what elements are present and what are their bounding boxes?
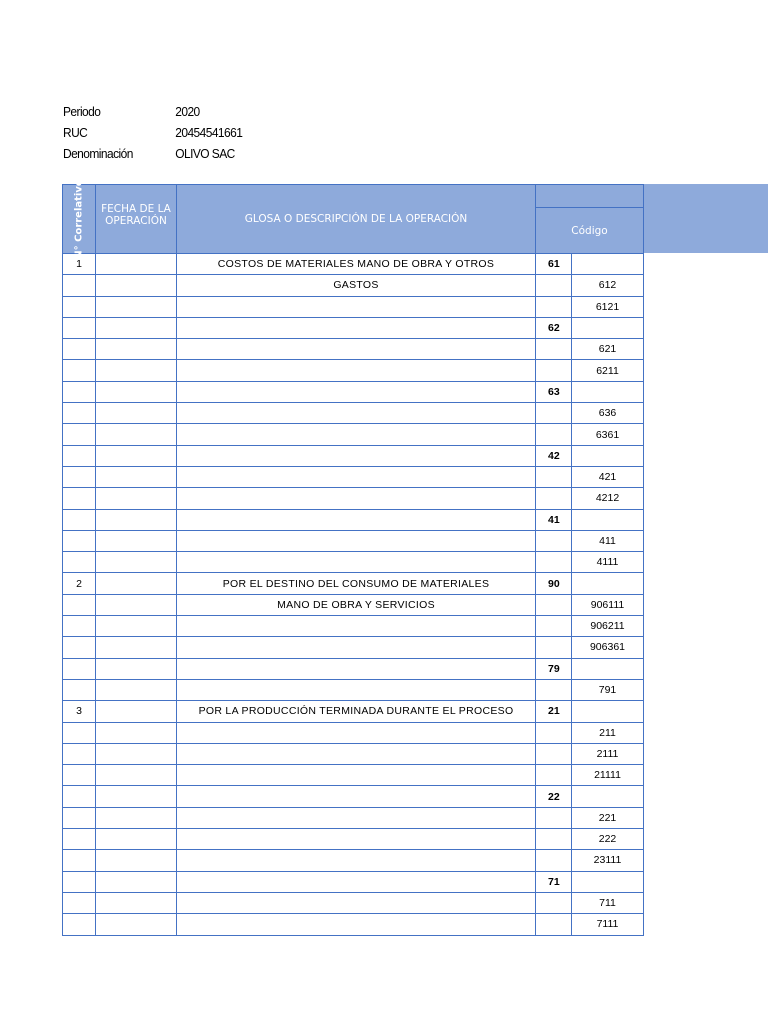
- table-row: [63, 530, 644, 551]
- fecha-cell: [96, 743, 177, 764]
- fecha-cell: [96, 466, 177, 487]
- header-correlativo-label: N° Correlativo: [73, 179, 85, 259]
- document-metadata: [63, 101, 242, 164]
- table-row: [63, 722, 644, 743]
- correlativo-cell: [63, 616, 96, 637]
- subaccount-cell: 211: [572, 722, 644, 743]
- account-cell: [536, 339, 572, 360]
- correlativo-cell: [63, 807, 96, 828]
- fecha-cell: [96, 339, 177, 360]
- fecha-cell: [96, 424, 177, 445]
- meta-row: [63, 122, 242, 143]
- subaccount-cell: [572, 445, 644, 466]
- glosa-cell: COSTOS DE MATERIALES MANO DE OBRA Y OTROS: [177, 254, 536, 275]
- correlativo-cell: [63, 743, 96, 764]
- account-cell: [536, 743, 572, 764]
- correlativo-cell: 2: [63, 573, 96, 594]
- account-cell: [536, 488, 572, 509]
- subaccount-cell: [572, 254, 644, 275]
- glosa-cell: GASTOS: [177, 275, 536, 296]
- glosa-cell: [177, 317, 536, 338]
- glosa-cell: [177, 658, 536, 679]
- account-cell: [536, 360, 572, 381]
- account-cell: [536, 424, 572, 445]
- account-cell: [536, 403, 572, 424]
- table-row: [63, 317, 644, 338]
- subaccount-cell: [572, 786, 644, 807]
- fecha-cell: [96, 594, 177, 615]
- table-row: [63, 637, 644, 658]
- glosa-cell: [177, 786, 536, 807]
- glosa-cell: [177, 892, 536, 913]
- table-row: [63, 403, 644, 424]
- correlativo-cell: [63, 594, 96, 615]
- correlativo-cell: [63, 552, 96, 573]
- subaccount-cell: 4212: [572, 488, 644, 509]
- account-cell: [536, 594, 572, 615]
- table-row: [63, 743, 644, 764]
- glosa-cell: [177, 488, 536, 509]
- subaccount-cell: [572, 658, 644, 679]
- table-row: [63, 892, 644, 913]
- account-cell: [536, 892, 572, 913]
- subaccount-cell: 636: [572, 403, 644, 424]
- correlativo-cell: [63, 679, 96, 700]
- meta-row: [63, 101, 242, 122]
- meta-key: Denominación: [63, 146, 133, 161]
- correlativo-cell: [63, 424, 96, 445]
- fecha-cell: [96, 403, 177, 424]
- correlativo-cell: [63, 488, 96, 509]
- fecha-cell: [96, 275, 177, 296]
- fecha-cell: [96, 658, 177, 679]
- account-cell: 63: [536, 381, 572, 402]
- table-row: [63, 296, 644, 317]
- fecha-cell: [96, 765, 177, 786]
- correlativo-cell: [63, 637, 96, 658]
- glosa-cell: [177, 679, 536, 700]
- glosa-cell: [177, 403, 536, 424]
- table-row: [63, 658, 644, 679]
- table-row: [63, 594, 644, 615]
- account-cell: 21: [536, 701, 572, 722]
- correlativo-cell: [63, 722, 96, 743]
- table-row: [63, 509, 644, 530]
- subaccount-cell: 621: [572, 339, 644, 360]
- correlativo-cell: [63, 914, 96, 935]
- meta-key: Periodo: [63, 104, 101, 119]
- table-row: [63, 339, 644, 360]
- subaccount-cell: [572, 701, 644, 722]
- fecha-cell: [96, 360, 177, 381]
- fecha-cell: [96, 807, 177, 828]
- table-row: [63, 360, 644, 381]
- table-row: [63, 786, 644, 807]
- glosa-cell: [177, 914, 536, 935]
- table-row: [63, 914, 644, 935]
- fecha-cell: [96, 722, 177, 743]
- correlativo-cell: [63, 850, 96, 871]
- header-account-group: [536, 185, 644, 208]
- account-cell: [536, 616, 572, 637]
- subaccount-cell: 906211: [572, 616, 644, 637]
- account-cell: 61: [536, 254, 572, 275]
- account-cell: [536, 679, 572, 700]
- glosa-cell: [177, 339, 536, 360]
- correlativo-cell: [63, 317, 96, 338]
- glosa-cell: POR LA PRODUCCIÓN TERMINADA DURANTE EL PROCESO: [177, 701, 536, 722]
- account-cell: 41: [536, 509, 572, 530]
- table-row: [63, 807, 644, 828]
- account-cell: 79: [536, 658, 572, 679]
- subaccount-cell: 411: [572, 530, 644, 551]
- fecha-cell: [96, 637, 177, 658]
- subaccount-cell: 222: [572, 829, 644, 850]
- subaccount-cell: 906361: [572, 637, 644, 658]
- table-row: [63, 829, 644, 850]
- account-cell: [536, 637, 572, 658]
- correlativo-cell: [63, 381, 96, 402]
- glosa-cell: [177, 424, 536, 445]
- glosa-cell: [177, 765, 536, 786]
- subaccount-cell: 6361: [572, 424, 644, 445]
- glosa-cell: [177, 552, 536, 573]
- fecha-cell: [96, 914, 177, 935]
- subaccount-cell: 21111: [572, 765, 644, 786]
- header-correlativo: [63, 179, 96, 259]
- journal-body: [63, 254, 644, 936]
- fecha-cell: [96, 871, 177, 892]
- header-fecha: FECHA DE LA OPERACIÓN: [96, 185, 177, 254]
- fecha-cell: [96, 317, 177, 338]
- subaccount-cell: [572, 871, 644, 892]
- correlativo-cell: [63, 765, 96, 786]
- correlativo-cell: [63, 871, 96, 892]
- account-cell: [536, 466, 572, 487]
- account-cell: [536, 914, 572, 935]
- subaccount-cell: 2111: [572, 743, 644, 764]
- header-glosa: GLOSA O DESCRIPCIÓN DE LA OPERACIÓN: [177, 185, 536, 254]
- table-row: [63, 679, 644, 700]
- subaccount-cell: [572, 573, 644, 594]
- glosa-cell: [177, 722, 536, 743]
- table-row: [63, 381, 644, 402]
- account-cell: 42: [536, 445, 572, 466]
- subaccount-cell: 7111: [572, 914, 644, 935]
- table-row: [63, 466, 644, 487]
- glosa-cell: [177, 871, 536, 892]
- glosa-cell: [177, 296, 536, 317]
- account-cell: [536, 530, 572, 551]
- correlativo-cell: [63, 829, 96, 850]
- fecha-cell: [96, 296, 177, 317]
- glosa-cell: [177, 850, 536, 871]
- correlativo-cell: 3: [63, 701, 96, 722]
- glosa-cell: [177, 807, 536, 828]
- subaccount-cell: 6211: [572, 360, 644, 381]
- fecha-cell: [96, 786, 177, 807]
- glosa-cell: [177, 743, 536, 764]
- fecha-cell: [96, 488, 177, 509]
- table-row: [63, 254, 644, 275]
- meta-value: 20454541661: [175, 125, 243, 140]
- correlativo-cell: 1: [63, 254, 96, 275]
- table-row: [63, 424, 644, 445]
- fecha-cell: [96, 509, 177, 530]
- fecha-cell: [96, 850, 177, 871]
- table-row: [63, 552, 644, 573]
- fecha-cell: [96, 892, 177, 913]
- subaccount-cell: 6121: [572, 296, 644, 317]
- glosa-cell: MANO DE OBRA Y SERVICIOS: [177, 594, 536, 615]
- meta-value: OLIVO SAC: [175, 146, 235, 161]
- table-row: [63, 445, 644, 466]
- account-cell: [536, 296, 572, 317]
- fecha-cell: [96, 552, 177, 573]
- fecha-cell: [96, 381, 177, 402]
- account-cell: 22: [536, 786, 572, 807]
- correlativo-cell: [63, 339, 96, 360]
- header-extension-band: [642, 184, 768, 253]
- account-cell: [536, 829, 572, 850]
- correlativo-cell: [63, 466, 96, 487]
- account-cell: [536, 765, 572, 786]
- subaccount-cell: 791: [572, 679, 644, 700]
- correlativo-cell: [63, 445, 96, 466]
- subaccount-cell: 711: [572, 892, 644, 913]
- journal-table: [62, 179, 644, 936]
- subaccount-cell: [572, 509, 644, 530]
- glosa-cell: [177, 829, 536, 850]
- fecha-cell: [96, 829, 177, 850]
- glosa-cell: [177, 530, 536, 551]
- glosa-cell: [177, 509, 536, 530]
- fecha-cell: [96, 701, 177, 722]
- table-row: [63, 871, 644, 892]
- table-row: [63, 275, 644, 296]
- correlativo-cell: [63, 786, 96, 807]
- correlativo-cell: [63, 509, 96, 530]
- fecha-cell: [96, 445, 177, 466]
- account-cell: [536, 850, 572, 871]
- table-row: [63, 765, 644, 786]
- account-cell: 62: [536, 317, 572, 338]
- fecha-cell: [96, 530, 177, 551]
- account-cell: [536, 552, 572, 573]
- subaccount-cell: [572, 317, 644, 338]
- glosa-cell: [177, 381, 536, 402]
- correlativo-cell: [63, 360, 96, 381]
- subaccount-cell: 906111: [572, 594, 644, 615]
- subaccount-cell: 612: [572, 275, 644, 296]
- subaccount-cell: 23111: [572, 850, 644, 871]
- subaccount-cell: [572, 381, 644, 402]
- table-row: [63, 616, 644, 637]
- account-cell: 90: [536, 573, 572, 594]
- table-row: [63, 573, 644, 594]
- fecha-cell: [96, 679, 177, 700]
- glosa-cell: [177, 616, 536, 637]
- header-codigo: Código: [536, 208, 644, 254]
- subaccount-cell: 421: [572, 466, 644, 487]
- correlativo-cell: [63, 658, 96, 679]
- meta-row: [63, 143, 242, 164]
- glosa-cell: [177, 360, 536, 381]
- table-row: [63, 488, 644, 509]
- subaccount-cell: 221: [572, 807, 644, 828]
- meta-value: 2020: [175, 104, 200, 119]
- account-cell: 71: [536, 871, 572, 892]
- glosa-cell: [177, 445, 536, 466]
- account-cell: [536, 275, 572, 296]
- account-cell: [536, 722, 572, 743]
- correlativo-cell: [63, 892, 96, 913]
- glosa-cell: [177, 637, 536, 658]
- correlativo-cell: [63, 530, 96, 551]
- correlativo-cell: [63, 275, 96, 296]
- fecha-cell: [96, 616, 177, 637]
- table-row: [63, 850, 644, 871]
- fecha-cell: [96, 254, 177, 275]
- glosa-cell: POR EL DESTINO DEL CONSUMO DE MATERIALES: [177, 573, 536, 594]
- correlativo-cell: [63, 296, 96, 317]
- meta-key: RUC: [63, 125, 88, 140]
- correlativo-cell: [63, 403, 96, 424]
- subaccount-cell: 4111: [572, 552, 644, 573]
- fecha-cell: [96, 573, 177, 594]
- account-cell: [536, 807, 572, 828]
- glosa-cell: [177, 466, 536, 487]
- table-row: [63, 701, 644, 722]
